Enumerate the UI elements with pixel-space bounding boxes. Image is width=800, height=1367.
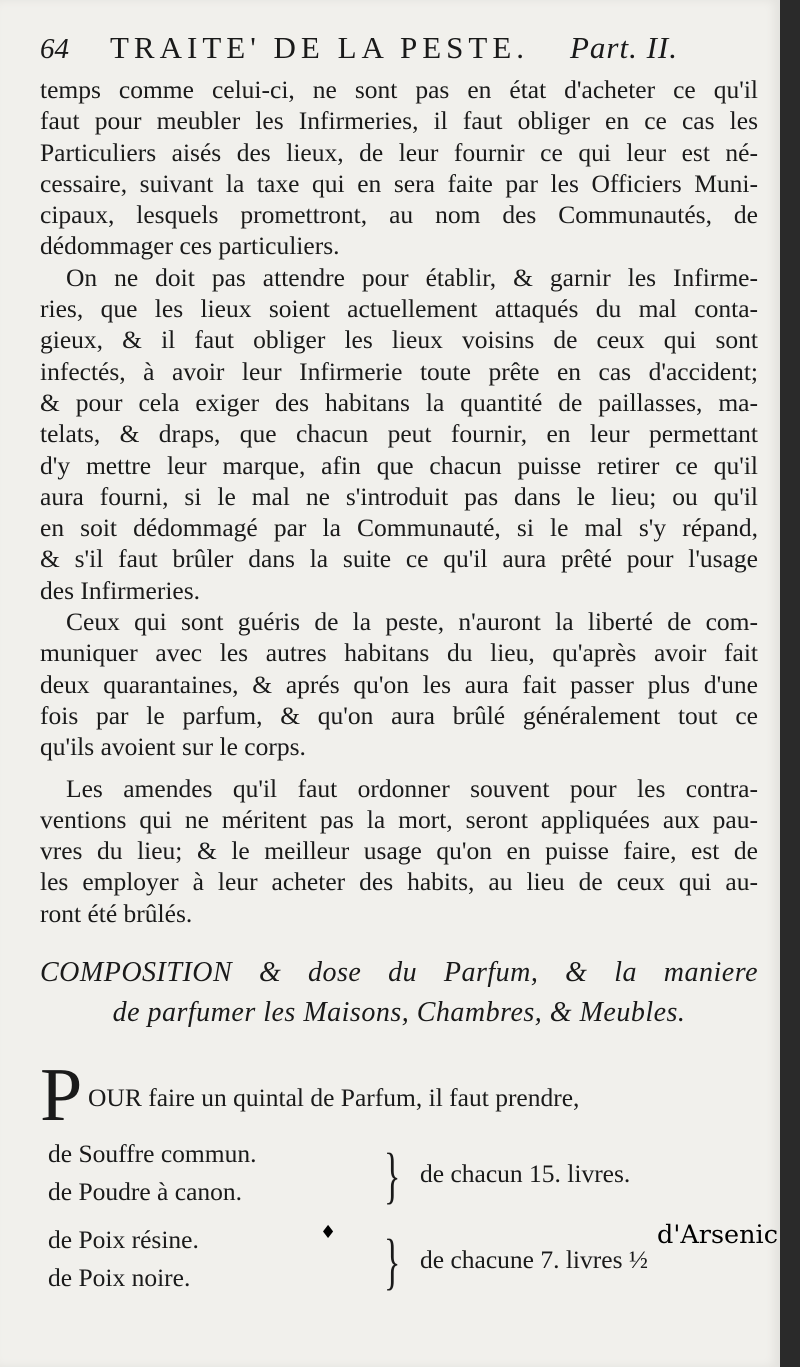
opening-line <box>40 1053 758 1138</box>
brace-2: } <box>384 1228 401 1297</box>
paragraph-1 <box>40 74 758 262</box>
text-line: faut pour meubler les Infirmeries, il faut obliger en ce cas les <box>40 106 758 136</box>
text-line: aura fourni, si le mal ne s'introduit pas dans le lieu; ou qu'il <box>40 481 758 511</box>
drop-capital: P <box>40 1053 83 1138</box>
text-line: infectés, à avoir leur Infirmerie toute prête en cas d'accident; <box>40 356 758 386</box>
text-line: ventions qui ne méritent pas la mort, seront appliquées aux pau- <box>40 804 758 834</box>
running-header <box>40 30 758 74</box>
brace-1: } <box>384 1142 401 1211</box>
text-line: On ne doit pas attendre pour établir, & garnir les Infirme- <box>66 262 758 292</box>
text-line: d'y mettre leur marque, afin que chacun puisse retirer ce qu'il <box>40 450 758 480</box>
page-gutter-shadow <box>780 0 800 1367</box>
quantity-2: de chacune 7. livres ½ <box>420 1245 648 1275</box>
paragraph-4 <box>40 773 758 929</box>
quantity-1: de chacun 15. livres. <box>420 1159 631 1189</box>
part-label: Part. II. <box>569 30 678 65</box>
text-line: ront été brûlés. <box>40 898 193 928</box>
text-line: Les amendes qu'il faut ordonner souvent pour les contra- <box>66 773 758 803</box>
text-line: muniquer avec les autres habitans du lieu, qu'après avoir fait <box>40 638 758 668</box>
running-title: TRAITE' DE LA PESTE. <box>110 30 530 65</box>
text-line: & s'il faut brûler dans la suite ce qu'il aura prêté pour l'usage <box>40 544 758 574</box>
text-line: Particuliers aisés des lieux, de leur fournir ce qui leur est né- <box>40 137 758 167</box>
text-line: fois par le parfum, & qu'on aura brûlé généralement tout ce <box>40 700 758 730</box>
text-line: cessaire, suivant la taxe qui en sera faite par les Officiers Muni- <box>40 168 758 198</box>
text-line: vres du lieu; & le meilleur usage qu'on en puisse faire, est de <box>40 836 758 866</box>
section-heading <box>40 953 758 1033</box>
ingredient-item: de Poix noire. <box>48 1263 191 1293</box>
page-text <box>40 30 758 1309</box>
opening-text: OUR faire un quintal de Parfum, il faut prendre, <box>88 1083 580 1113</box>
paragraph-3 <box>40 606 758 762</box>
ingredient-item: de Souffre commun. <box>48 1139 257 1169</box>
heading-line-1: COMPOSITION & dose du Parfum, & la maniere <box>40 957 758 989</box>
text-line: ries, que les lieux soient actuellement attaqués du mal conta- <box>40 294 758 324</box>
paragraph-2 <box>40 262 758 606</box>
ingredient-item: de Poix résine. <box>48 1225 199 1255</box>
page-number: 64 <box>40 33 69 65</box>
text-line: en soit dédommagé par la Communauté, si le mal s'y répand, <box>40 513 758 543</box>
text-line: les employer à leur acheter des habits, au lieu de ceux qui au- <box>40 867 758 897</box>
text-line: des Infirmeries. <box>40 575 201 605</box>
catchword: d'Arsenic <box>657 1220 778 1250</box>
ingredient-item: de Poudre à canon. <box>48 1177 243 1207</box>
heading-line-2: de parfumer les Maisons, Chambres, & Meubles. <box>112 997 686 1029</box>
text-line: qu'ils avoient sur le corps. <box>40 732 306 762</box>
text-line: deux quarantaines, & aprés qu'on les aura fait passer plus d'une <box>40 669 758 699</box>
text-line: & pour cela exiger des habitans la quantité de paillasses, ma- <box>40 387 758 417</box>
printer-ornament-icon: ♦ <box>320 1222 337 1243</box>
text-line: telats, & draps, que chacun peut fournir, en leur permettant <box>40 419 758 449</box>
text-line: dédommager ces particuliers. <box>40 231 340 261</box>
text-line: Ceux qui sont guéris de la peste, n'auront la liberté de com- <box>66 607 758 637</box>
text-line: temps comme celui-ci, ne sont pas en état d'acheter ce qu'il <box>40 75 758 104</box>
recipe-list <box>40 1139 758 1309</box>
text-line: gieux, & il faut obliger les lieux voisins de ceux qui sont <box>40 325 758 355</box>
text-line: cipaux, lesquels promettront, au nom des Communautés, de <box>40 200 758 230</box>
